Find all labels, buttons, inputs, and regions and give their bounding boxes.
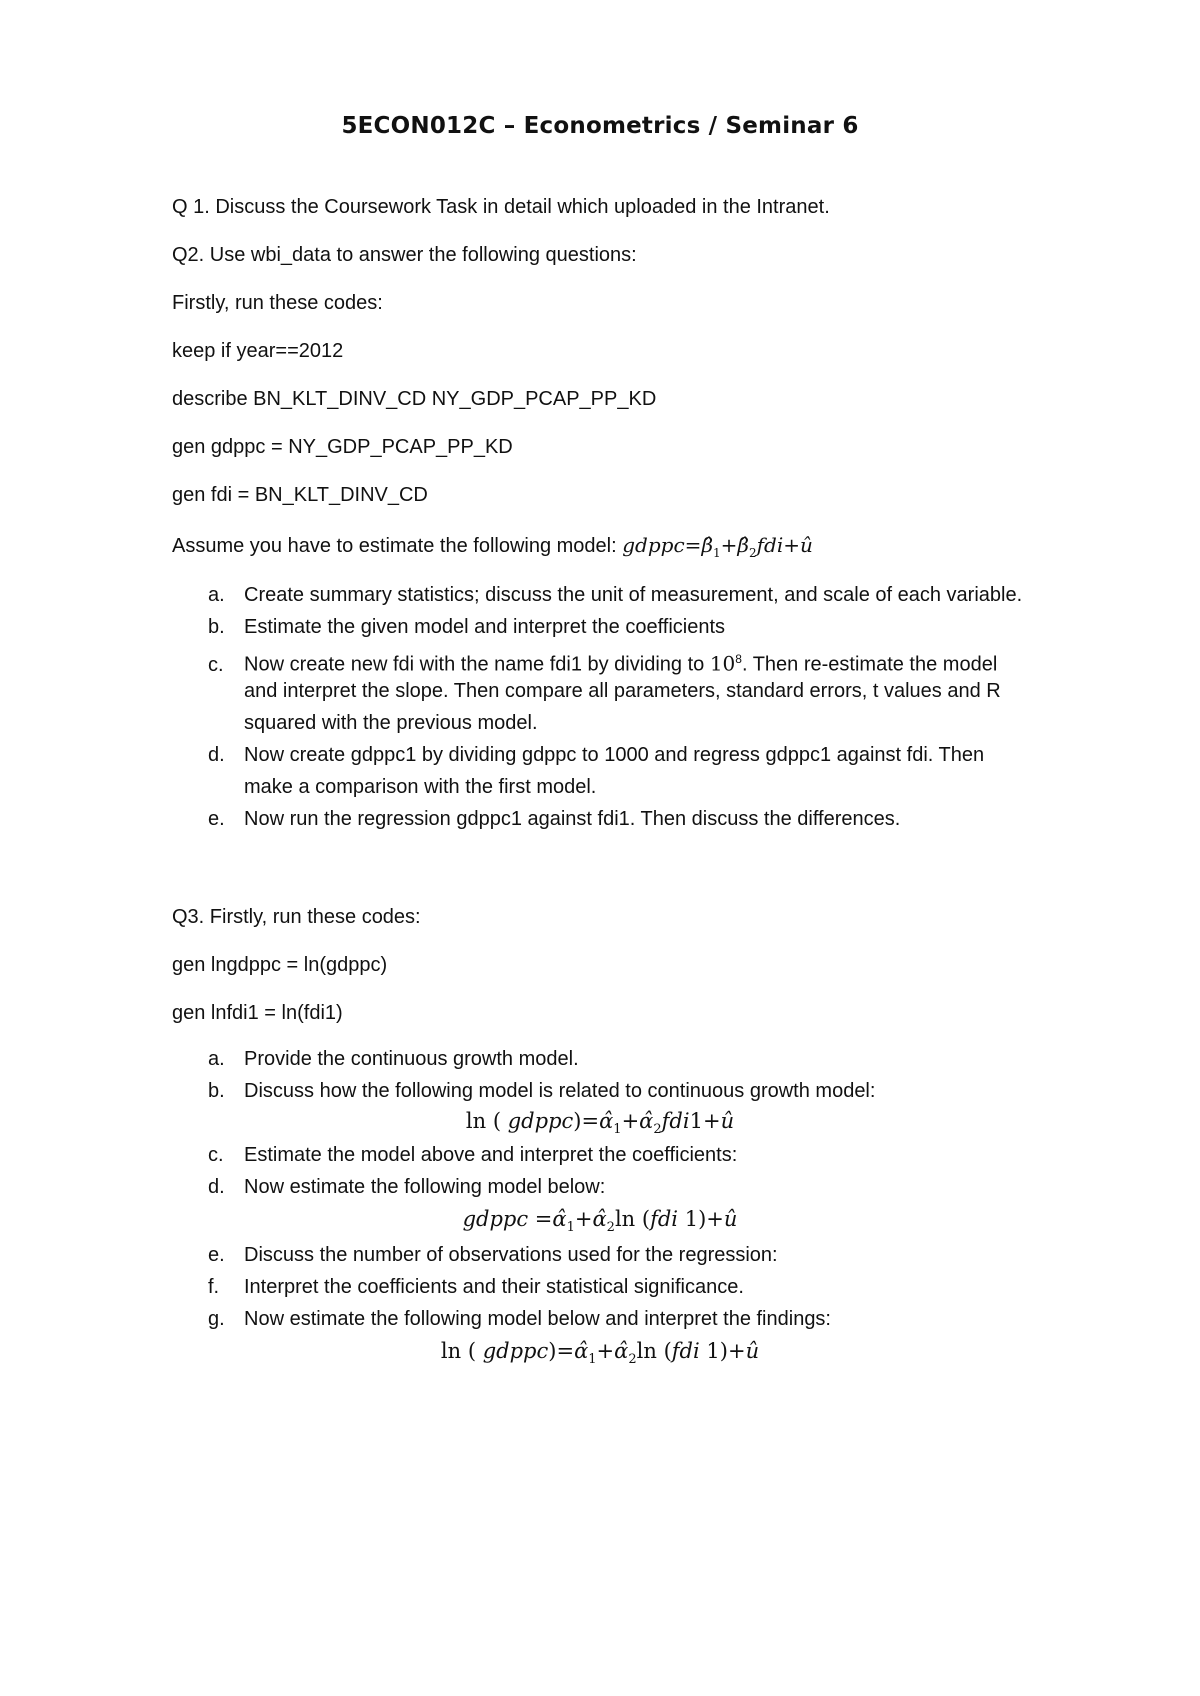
item-text: Now estimate the following model below and interpret the findings: (244, 1308, 831, 1330)
eq-alpha2-sub: 2 (628, 1352, 637, 1368)
item-text: Estimate the given model and interpret the coefficients (244, 616, 726, 638)
eq-plus: + (706, 1207, 724, 1231)
list-item (208, 1043, 579, 1075)
eq-alpha2-sub: 2 (653, 1122, 662, 1138)
code-line: gen gdppc = NY_GDP_PCAP_PP_KD (172, 436, 513, 458)
model-equation (622, 533, 813, 560)
eq-plus: + (621, 1109, 640, 1133)
eq-var: fdi (650, 1207, 679, 1231)
eq-var: fdi (671, 1339, 700, 1363)
item-label: d. (208, 1176, 225, 1198)
item-text: Interpret the coefficients and their statistical significance. (244, 1276, 744, 1298)
list-item (208, 1239, 778, 1271)
equation-linear-log (0, 1205, 1200, 1242)
list-item (208, 739, 984, 771)
eq-alpha1: α̂ (599, 1109, 614, 1133)
eq-sign: = (556, 1339, 575, 1363)
eq-alpha1: α̂ (574, 1339, 589, 1363)
item-label: d. (208, 744, 225, 766)
page-title: 5ECON012C – Econometrics / Seminar 6 (341, 113, 859, 139)
equation-log-log (0, 1337, 1200, 1374)
list-item (208, 1075, 875, 1107)
list-item (208, 1271, 744, 1303)
eq-paren: ( (467, 1339, 477, 1363)
eq-var-suffix: 1 (689, 1109, 703, 1133)
eq-beta1: β̂ (701, 533, 713, 557)
code-line: gen lnfdi1 = ln(fdi1) (172, 1002, 343, 1024)
eq-lhs: gdppc (622, 533, 685, 557)
item-label: b. (208, 1080, 225, 1102)
eq-alpha1-sub: 1 (566, 1220, 575, 1236)
item-text: Estimate the model above and interpret the coefficients: (244, 1144, 738, 1166)
list-item (208, 579, 1022, 611)
list-item (208, 1139, 737, 1171)
question-1: Q 1. Discuss the Coursework Task in detail which uploaded in the Intranet. (172, 196, 830, 218)
item-text: Create summary statistics; discuss the unit of measurement, and scale of each variable. (244, 584, 1023, 606)
eq-alpha1: α̂ (552, 1207, 567, 1231)
eq-paren: ) (719, 1339, 728, 1363)
eq-paren: ( (641, 1207, 651, 1231)
question-3-heading: Q3. Firstly, run these codes: (172, 906, 421, 928)
eq-alpha1-sub: 1 (613, 1122, 622, 1138)
eq-alpha2: α̂ (639, 1109, 654, 1133)
code-line: gen fdi = BN_KLT_DINV_CD (172, 484, 428, 506)
eq-lhs: gdppc (507, 1109, 574, 1133)
eq-sign: = (581, 1109, 600, 1133)
eq-plus: + (720, 533, 738, 557)
question-2-heading: Q2. Use wbi_data to answer the following questions: (172, 244, 637, 266)
eq-beta2-sub: 2 (748, 546, 757, 560)
eq-paren: ( (663, 1339, 672, 1363)
item-text: Now create new fdi with the name fdi1 by dividing to (244, 653, 710, 676)
list-item (208, 611, 725, 643)
eq-ln: ln (440, 1339, 462, 1363)
eq-plus: + (574, 1207, 593, 1231)
eq-alpha1-sub: 1 (588, 1352, 597, 1368)
eq-var: fdi (661, 1109, 690, 1133)
eq-lhs: gdppc (482, 1339, 549, 1363)
model-statement-text: Assume you have to estimate the following model: (172, 535, 617, 557)
item-text: Now run the regression gdppc1 against fdi1. Then discuss the differences. (244, 808, 901, 830)
item-label: c. (208, 653, 224, 676)
eq-plus: + (727, 1339, 746, 1363)
item-label: c. (208, 1144, 224, 1166)
code-line: keep if year==2012 (172, 340, 344, 362)
eq-sign: = (684, 533, 702, 557)
eq-lhs: gdppc (462, 1207, 529, 1231)
eq-ln: ln (636, 1339, 657, 1363)
eq-plus: + (783, 533, 800, 557)
eq-alpha2-sub: 2 (606, 1220, 615, 1236)
eq-error: û (720, 1109, 735, 1133)
eq-ln: ln (465, 1109, 487, 1133)
eq-alpha2: α̂ (592, 1207, 607, 1231)
code-line: describe BN_KLT_DINV_CD NY_GDP_PCAP_PP_KD (172, 388, 657, 410)
item-text: Discuss the number of observations used for the regression: (244, 1244, 778, 1266)
item-continuation: and interpret the slope. Then compare all parameters, standard errors, t values and R (244, 680, 1001, 702)
eq-var: fdi (756, 533, 784, 557)
item-label: f. (208, 1276, 220, 1298)
eq-error: û (723, 1207, 738, 1231)
item-text: Now create gdppc1 by dividing gdppc to 1000 and regress gdppc1 against fdi. Then (244, 744, 985, 766)
item-label: e. (208, 1244, 225, 1266)
item-label: a. (208, 584, 225, 606)
eq-sign: = (534, 1207, 553, 1231)
eq-beta2: β̂ (737, 533, 749, 557)
list-item (208, 1171, 605, 1203)
item-continuation: make a comparison with the first model. (244, 776, 597, 798)
model-statement (172, 533, 813, 565)
power-base: 10 (709, 651, 736, 676)
eq-beta1-sub: 1 (713, 546, 721, 560)
eq-error: û (745, 1339, 760, 1363)
item-text: Now estimate the following model below: (244, 1176, 606, 1198)
item-label: a. (208, 1048, 225, 1070)
eq-alpha2: α̂ (614, 1339, 629, 1363)
item-continuation: squared with the previous model. (244, 712, 538, 734)
eq-paren: ) (698, 1207, 707, 1231)
item-text: . Then re-estimate the model (741, 653, 998, 676)
list-item (208, 803, 900, 835)
question-2-intro: Firstly, run these codes: (172, 292, 383, 314)
item-label: g. (208, 1308, 225, 1330)
item-text: Discuss how the following model is related to continuous growth model: (244, 1080, 876, 1102)
item-label: e. (208, 808, 225, 830)
item-label: b. (208, 616, 225, 638)
eq-plus: + (596, 1339, 615, 1363)
code-line: gen lngdppc = ln(gdppc) (172, 954, 388, 976)
eq-ln: ln (614, 1207, 636, 1231)
eq-var-suffix: 1 (706, 1339, 720, 1363)
eq-paren: ) (548, 1339, 557, 1363)
eq-paren: ) (573, 1109, 582, 1133)
power-exponent: 8 (735, 652, 742, 666)
eq-var-suffix: 1 (684, 1207, 699, 1231)
item-text: Provide the continuous growth model. (244, 1048, 579, 1070)
list-item (208, 1303, 831, 1335)
eq-paren: ( (492, 1109, 502, 1133)
eq-plus: + (702, 1109, 721, 1133)
eq-error: û (799, 533, 813, 557)
